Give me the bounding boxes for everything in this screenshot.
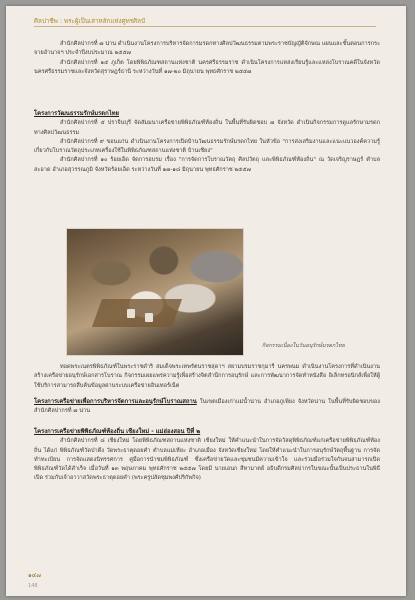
middle-text xyxy=(34,363,380,391)
event-photo xyxy=(66,228,244,356)
paragraph: สำนักศิลปากรที่ ๑๐ ร้อยเอ็ด จัดการอบรม เรื่อง "การจัดการโบราณวัตถุ ศิลปวัตถุ และพิพิธภัณฑ์ท้องถิ่น" ณ วัดเจริญราษฎร์ ตำบลสะอาด อำเภอสุวรรณภูมิ จังหวัดร้อยเอ็ด ระหว่างวันที่ ๑๗-๑๘ มิถุนายน พุทธศักราช ๒๕๕๗ xyxy=(34,157,380,173)
header-rule xyxy=(34,26,376,27)
paragraph: สำนักศิลปากรที่ ๗ น่าน ดำเนินงานโครงการบริหารจัดการมรดกทางศิลปวัฒนธรรมตามพระราชบัญญัติจักษณ แผนและขั้นตอนการกระจายอำนาจฯ ประจำปีงบประมาณ ๒๕๕๗ xyxy=(34,41,380,57)
running-head: ศิลปาชีพ : พระผู้เป็นเสาหลักแห่งศูทรศิลป์ xyxy=(34,18,146,25)
section-heading: โครงการเครือข่ายพิพิธภัณฑ์ท้องถิ่น เชียงใหม่ - แม่ฮ่องสอน ปีที่ ๒ xyxy=(34,429,201,435)
paragraph: สำนักศิลปากรที่ ๑๕ ภูเก็ต โดยพิพิธภัณฑสถานแห่งชาติ นครศรีธรรมราช ดำเนินโครงการแหล่งเรียนรู้และแหล่งโบราณคดีในจังหวัดนครศรีธรรมราชและจังหวัดสุราษฎร์ธานี ระหว่างวันที่ ๑๗-๒๐ มิถุนายน พุทธศักราช ๒๕๕๗ xyxy=(34,59,380,75)
section-3 xyxy=(34,428,380,484)
page-number-sub: 148 xyxy=(28,583,38,589)
top-text-block xyxy=(34,40,380,77)
section-heading: โครงการเครือข่ายเพื่อการบริหารจัดการและอนุรักษ์โบราณสถาน xyxy=(34,399,197,405)
paragraph: ทอดพระเนตรพิพิธภัณฑ์ในพระราชดำริ สมเด็จพระเทพรัตนราชสุดาฯ สยามบรมราชกุมารี นครพนม ดำเนินงานโครงการที่ดำเนินงานสร้างเครือข่ายอนุรักษ์เอกสารโบราณ กิจกรรมเผยแพร่ความรู้เพื่อสร้างจิตสำนึกการอนุรักษ์ และการพัฒนาการจัดทำหนังสือ อิเล็กทรอนิกส์เพื่อให้ผู้ใช้บริการสามารถสืบค้นข้อมูลผ่านระบบเครือข่ายอินเทอร์เน็ต xyxy=(34,364,380,389)
photo-caption: กิจกรรมเนื่องในวันอนุรักษ์มรดกไทย xyxy=(262,343,345,349)
section-2 xyxy=(34,398,380,417)
cup-shape xyxy=(127,309,135,318)
page-number: ๑๔๗ xyxy=(28,572,41,579)
document-page xyxy=(6,6,406,596)
section-heading: โครงการวัฒนธรรมรักษ์มรดกไทย xyxy=(34,111,119,117)
paragraph: สำนักศิลปากรที่ ๘ เชียงใหม่ โดยพิพิธภัณฑสถานแห่งชาติ เชียงใหม่ ให้คำแนะนำในการจัดวัสดุพิพิธภัณฑ์แก่เครือข่ายพิพิธภัณฑ์ท้องถิ่น ได้แก่ พิพิธภัณฑ์วัดป่าตึง วัดพระธาตุดอยคำ ตำบลแม่เหียะ อำเภอเมือง จังหวัดเชียงใหม่ โดยให้คำแนะนำในการอนุรักษ์วัตถุพื้นฐาน การจัดทำทะเบียน การจัดแสดงนิทรรศการ คู่มือการนำชมพิพิธภัณฑ์ ซึ่งเครือข่ายวัดและชุมชนมีความเข้าใจ และร่วมมือร่วมใจกันจนสามารถเปิดพิพิธภัณฑ์วัดได้สำเร็จ เมื่อวันที่ ๑๓ พฤษภาคม พุทธศักราช ๒๕๕๗ โดยมี นายเอนก สีหามาตย์ อธิบดีกรมศิลปากรในขณะนั้นเป็นประธานในพิธีเปิด ร่วมกับเจ้าอาวาสวัดพระธาตุดอยคำ (พระครูปลัดชุมพงศ์ปริกัพกิจ) xyxy=(34,438,380,482)
paragraph xyxy=(34,398,380,417)
table-shape xyxy=(92,299,182,327)
section-2-rest: ในเขตเมืองเก่าแม่น้ำน่าน อำเภอภูเพียง จังหวัดน่าน ในพื้นที่รับผิดชอบของสำนักศิลปากรที่ ๗ น่าน xyxy=(34,399,380,415)
section-1 xyxy=(34,110,380,175)
paragraph: สำนักศิลปากรที่ ๕ ปราจีนบุรี จัดสัมมนาเครือข่ายพิพิธภัณฑ์ท้องถิ่น ในพื้นที่รับผิดชอบ ๗ จังหวัด ดำเนินกิจกรรมการดูแลรักษามรดกทางศิลปวัฒนธรรม xyxy=(34,120,380,136)
paragraph: สำนักศิลปากรที่ ๙ ขอนแก่น ดำเนินงานโครงการเปิดบ้านวัฒนธรรมรักษ์มรดกไทย ในหัวข้อ "การส่งเสริมงานและแนะแนวองค์ความรู้เกี่ยวกับโบราณวัตถุประเภทเครื่องใช้ในพิพิธภัณฑสถานแห่งชาติ บ้านเชียง" xyxy=(34,138,380,155)
cup-shape xyxy=(145,313,153,322)
